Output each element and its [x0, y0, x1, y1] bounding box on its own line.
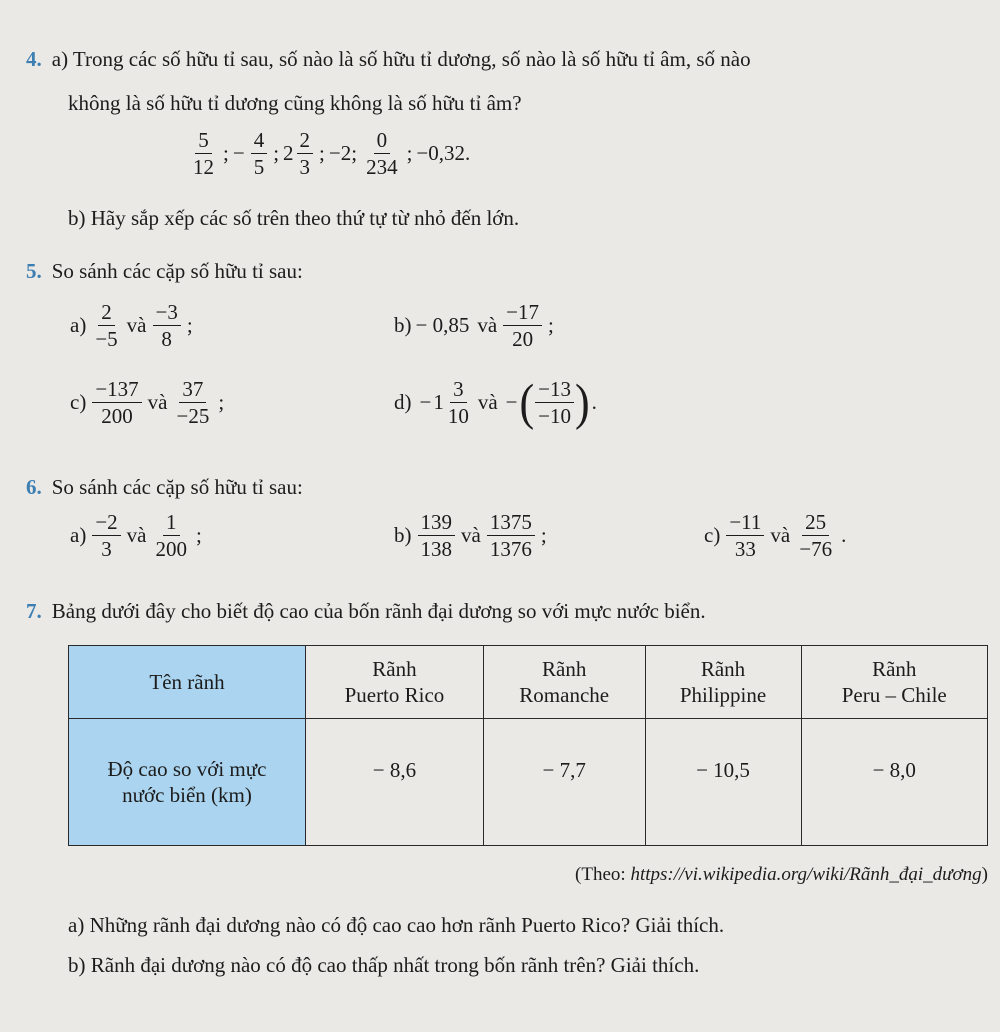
cell-line: Philippine — [679, 683, 767, 707]
q5-d — [392, 373, 599, 431]
q4-number: 4. — [26, 47, 42, 71]
decimal-value: − 0,85 — [415, 313, 470, 337]
fraction — [418, 510, 456, 561]
separator: ; — [223, 141, 229, 165]
cell-line: nước biển (km) — [122, 783, 252, 807]
q7-b: b) Rãnh đại dương nào có độ cao thấp nhất trong bốn rãnh trên? Giải thích. — [68, 953, 700, 977]
item-label: a) — [70, 313, 87, 337]
q5-title: So sánh các cặp số hữu tỉ sau: — [51, 259, 303, 283]
source-suffix: ) — [981, 864, 988, 885]
conjunction: và — [770, 523, 791, 547]
q6-title-line — [26, 474, 303, 500]
mixed-whole: 1 — [433, 390, 444, 414]
denominator: 138 — [420, 537, 452, 561]
conjunction: và — [461, 523, 481, 547]
trench-name-cell — [483, 646, 645, 719]
fraction — [445, 377, 472, 428]
fraction — [92, 510, 120, 561]
cell-line: Rãnh — [700, 657, 746, 681]
numerator: 3 — [450, 377, 467, 403]
q4-fraction-5 — [363, 128, 401, 179]
depth-value-cell: − 8,0 — [801, 719, 988, 846]
numerator: 139 — [418, 510, 456, 536]
denominator: −25 — [176, 404, 210, 428]
q6-b — [392, 510, 549, 561]
denominator: 33 — [734, 537, 756, 561]
q4-value-6: −0,32. — [416, 141, 471, 165]
conjunction: và — [477, 313, 498, 337]
fraction — [535, 377, 574, 428]
table-source — [575, 864, 988, 886]
q6-a — [68, 510, 204, 561]
item-label: b) — [394, 313, 412, 337]
numerator: 1375 — [487, 510, 535, 536]
separator: ; — [273, 141, 280, 165]
numerator: 5 — [195, 128, 212, 154]
numerator: 2 — [98, 300, 115, 326]
q7-title-line — [26, 598, 706, 624]
fraction — [92, 300, 120, 351]
numerator: −11 — [726, 510, 764, 536]
denominator: 3 — [101, 537, 112, 561]
denominator: 3 — [299, 155, 311, 179]
denominator: 1376 — [489, 537, 532, 561]
conjunction: và — [126, 313, 147, 337]
q7-number: 7. — [26, 599, 42, 623]
fraction — [153, 300, 181, 351]
depth-value-cell: − 7,7 — [483, 719, 645, 846]
q6-c — [702, 510, 848, 561]
table-header-cell — [69, 719, 306, 846]
numerator: 2 — [297, 128, 314, 154]
table-row — [69, 646, 988, 719]
depth-value-cell: − 10,5 — [645, 719, 801, 846]
punctuation: ; — [196, 523, 202, 547]
q5-number: 5. — [26, 259, 42, 283]
table-header-cell: Tên rãnh — [69, 646, 306, 719]
q5-title-line — [26, 258, 303, 284]
trench-name-cell — [306, 646, 484, 719]
conjunction: và — [147, 390, 168, 414]
trench-name-cell — [801, 646, 988, 719]
denominator: 12 — [193, 155, 214, 179]
minus-sign: − — [419, 390, 432, 414]
mixed-whole: 2 — [283, 141, 294, 165]
denominator: 200 — [155, 537, 187, 561]
cell-line: Rãnh — [542, 657, 587, 681]
q5-a — [68, 300, 195, 351]
fraction — [796, 510, 835, 561]
cell-line: Puerto Rico — [344, 683, 445, 707]
numerator: −3 — [153, 300, 181, 326]
denominator: 10 — [447, 404, 469, 428]
q4-number-list — [186, 128, 472, 179]
numerator: 37 — [179, 377, 206, 403]
punctuation: ; — [218, 390, 225, 414]
cell-line: Rãnh — [372, 657, 417, 681]
numerator: 0 — [374, 128, 391, 154]
item-label: a) — [70, 523, 87, 547]
numerator: −17 — [503, 300, 542, 326]
q4-fraction-3 — [297, 128, 314, 179]
denominator: −5 — [95, 327, 118, 351]
q5-b — [392, 300, 556, 351]
conjunction: và — [126, 523, 147, 547]
q6-number: 6. — [26, 475, 42, 499]
cell-line: Peru – Chile — [841, 683, 947, 707]
punctuation: . — [841, 523, 847, 547]
source-prefix: (Theo: — [575, 864, 631, 885]
numerator: 4 — [251, 128, 268, 154]
item-label: c) — [70, 390, 87, 414]
denominator: −76 — [799, 537, 833, 561]
item-label: d) — [394, 390, 412, 414]
denominator: 234 — [366, 155, 398, 179]
denominator: 8 — [161, 327, 172, 351]
table-row — [69, 719, 988, 846]
q4-b: b) Hãy sắp xếp các số trên theo thứ tự từ nhỏ đến lớn. — [68, 206, 520, 230]
fraction — [92, 377, 141, 428]
separator: ; — [319, 141, 325, 165]
numerator: 25 — [802, 510, 829, 536]
punctuation: ; — [186, 313, 193, 337]
fraction — [174, 377, 213, 428]
fraction — [503, 300, 542, 351]
q7-a: a) Những rãnh đại dương nào có độ cao cao hơn rãnh Puerto Rico? Giải thích. — [68, 913, 725, 937]
q4-value-4: −2; — [328, 141, 358, 165]
source-url: https://vi.wikipedia.org/wiki/Rãnh_đại_dương — [630, 864, 982, 885]
denominator: 200 — [101, 404, 133, 428]
q4-line1 — [26, 46, 751, 72]
q4-a-line1: a) Trong các số hữu tỉ sau, số nào là số hữu tỉ dương, số nào là số hữu tỉ âm, số nào — [51, 47, 751, 71]
numerator: −2 — [92, 510, 120, 536]
q5-c — [68, 377, 226, 428]
depth-value-cell: − 8,6 — [306, 719, 484, 846]
punctuation: . — [591, 390, 597, 414]
cell-line: Rãnh — [872, 657, 917, 681]
left-paren: ( — [519, 373, 535, 431]
minus-sign: − — [505, 390, 518, 414]
item-label: c) — [704, 523, 721, 547]
separator: ; — [406, 141, 413, 165]
numerator: −137 — [92, 377, 141, 403]
item-label: b) — [394, 523, 412, 547]
trench-name-cell — [645, 646, 801, 719]
fraction — [487, 510, 535, 561]
cell-line: Độ cao so với mực — [107, 757, 267, 781]
denominator: 20 — [512, 327, 534, 351]
q4-fraction-1 — [190, 128, 217, 179]
numerator: 1 — [163, 510, 180, 536]
minus-sign: − — [232, 141, 245, 165]
denominator: −10 — [538, 404, 572, 428]
numerator: −13 — [535, 377, 574, 403]
fraction — [153, 510, 191, 561]
fraction — [726, 510, 764, 561]
trench-table — [68, 645, 988, 846]
cell-line: Romanche — [519, 683, 610, 707]
conjunction: và — [477, 390, 498, 414]
punctuation: ; — [548, 313, 554, 337]
q4-a-line2: không là số hữu tỉ dương cũng không là số hữu tỉ âm? — [68, 91, 522, 115]
denominator: 5 — [253, 155, 265, 179]
q6-title: So sánh các cặp số hữu tỉ sau: — [51, 475, 303, 499]
punctuation: ; — [540, 523, 547, 547]
q7-title: Bảng dưới đây cho biết độ cao của bốn rãnh đại dương so với mực nước biển. — [51, 599, 706, 623]
right-paren: ) — [575, 373, 590, 431]
q4-fraction-2 — [251, 128, 268, 179]
